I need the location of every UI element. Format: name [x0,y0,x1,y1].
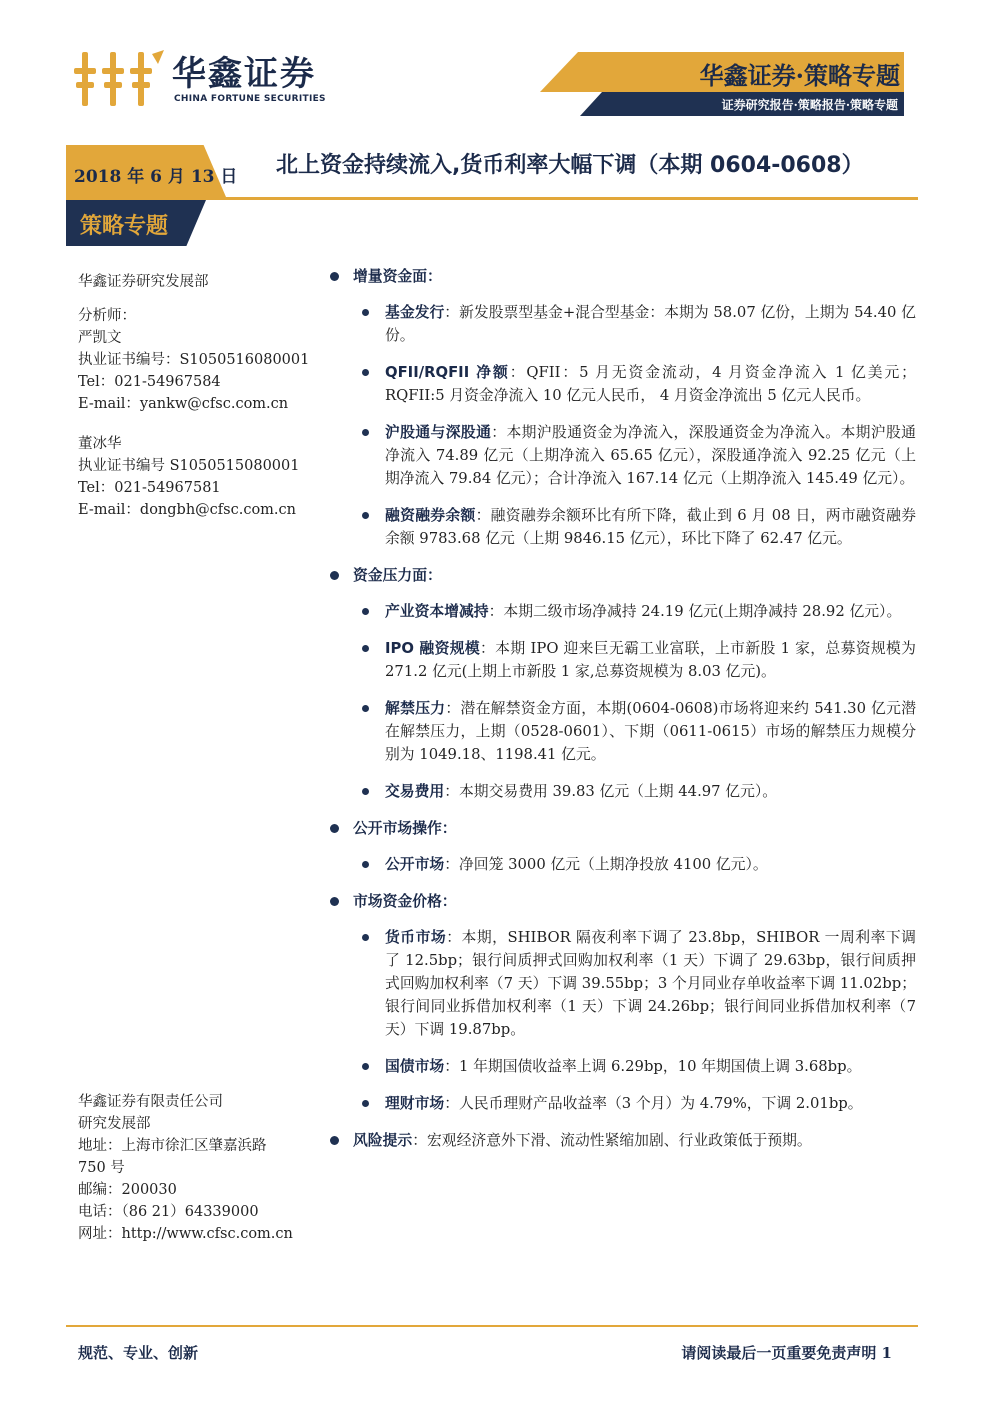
company-logo-mark [74,48,166,110]
bullet-icon [362,309,369,316]
list-item: 交易费用：本期交易费用 39.83 亿元（上期 44.97 亿元）。 [362,780,916,803]
bullet-icon [362,645,369,652]
bullet-icon [362,608,369,615]
list-item: 货币市场：本期，SHIBOR 隔夜利率下调了 23.8bp，SHIBOR 一周利率下调了 12.5bp；银行间质押式回购加权利率（1 天）下调了 29.63bp，银行间质押式回购加权利率（7 天）下调 39.55bp；3 个月同业存单收益率下调 11.02bp；银行间同业拆借加权利率（1 天）下调 24.26bp；银行间同业拆借加权利率（7 天）下调 19.87bp。 [362,926,916,1041]
list-item: 融资融券余额：融资融券余额环比有所下降，截止到 6 月 08 日，两市融资融券余额 9783.68 亿元（上期 9846.15 亿元），环比下降了 62.47 亿元。 [362,504,916,550]
risk-warning: 风险提示：宏观经济意外下滑、流动性紧缩加剧、行业政策低于预期。 [326,1129,916,1152]
list-item: 沪股通与深股通：本期沪股通资金为净流入，深股通资金为净流入。本期沪股通净流入 74.89 亿元（上期净流入 65.65 亿元），深股通净流入 92.25 亿元（上期净流入 79.84 亿元）；合计净流入 167.14 亿元（上期净流入 145.49 亿元）。 [362,421,916,490]
list-item: 基金发行：新发股票型基金+混合型基金：本期为 58.07 亿份，上期为 54.40 亿份。 [362,301,916,347]
bullet-icon [330,1136,339,1145]
logo-text-cn: 华鑫证券 [172,54,316,94]
bullet-icon [362,512,369,519]
header-banner-subtitle: 证券研究报告·策略报告·策略专题 [721,98,898,112]
bullet-icon [362,705,369,712]
title-divider [66,197,918,200]
company-dept: 研究发展部 [78,1116,151,1132]
list-item: 公开市场：净回笼 3000 亿元（上期净投放 4100 亿元）。 [362,853,916,876]
report-title: 北上资金持续流入,货币利率大幅下调（本期 0604-0608） [276,153,864,178]
report-topic: 策略专题 [80,213,169,239]
analyst-email[interactable]: E-mail：yankw@cfsc.com.cn [78,396,289,412]
logo-text-en: CHINA FORTUNE SECURITIES [174,94,326,104]
company-address: 地址：上海市徐汇区肇嘉浜路 [78,1138,267,1154]
footer-disclaimer-page: 请阅读最后一页重要免责声明 1 [681,1344,892,1362]
section-heading: 公开市场操作： [326,817,916,840]
bullet-icon [330,897,339,906]
bullet-icon [362,788,369,795]
report-date: 2018 年 6 月 13 日 [74,167,238,187]
main-content [326,265,916,1165]
company-website[interactable]: 网址：http://www.cfsc.com.cn [78,1226,293,1242]
bullet-icon [362,369,369,376]
list-item: 解禁压力：潜在解禁资金方面，本期(0604-0608)市场将迎来约 541.30 亿元潜在解禁压力，上期（0528-0601）、下期（0611-0615）市场的解禁压力规模分别为 1049.18、1198.41 亿元。 [362,697,916,766]
footer-divider [66,1325,918,1327]
section-heading: 市场资金价格： [326,890,916,913]
bullet-icon [362,861,369,868]
analyst-tel: Tel：021-54967584 [78,374,221,390]
company-zip: 邮编：200030 [78,1182,177,1198]
list-item: IPO 融资规模：本期 IPO 迎来巨无霸工业富联，上市新股 1 家，总募资规模为 271.2 亿元(上期上市新股 1 家,总募资规模为 8.03 亿元)。 [362,637,916,683]
analyst-name: 严凯文 [78,330,122,346]
bullet-icon [330,272,339,281]
list-item: QFII/RQFII 净额：QFII：5 月无资金流动，4 月资金净流入 1 亿美元；RQFII:5 月资金净流入 10 亿元人民币， 4 月资金净流出 5 亿元人民币。 [362,361,916,407]
list-item: 产业资本增减持：本期二级市场净减持 24.19 亿元(上期净减持 28.92 亿元）。 [362,600,916,623]
list-item: 国债市场：1 年期国债收益率上调 6.29bp，10 年期国债上调 3.68bp。 [362,1055,916,1078]
research-dept: 华鑫证券研究发展部 [78,274,209,290]
section-heading: 增量资金面： [326,265,916,288]
bullet-icon [362,1100,369,1107]
header-banner-title: 华鑫证券·策略专题 [699,61,900,90]
sidebar-company [78,1091,318,1245]
analyst-label: 分析师： [78,308,136,324]
analyst-cert: 执业证书编号 S1050515080001 [78,458,300,474]
company-phone: 电话：（86 21）64339000 [78,1204,259,1220]
analyst-name: 董冰华 [78,436,122,452]
bullet-icon [362,934,369,941]
bullet-icon [362,429,369,436]
bullet-icon [330,571,339,580]
bullet-icon [330,824,339,833]
footer-slogan: 规范、专业、创新 [78,1344,199,1362]
sidebar-analysts [78,271,318,521]
analyst-tel: Tel：021-54967581 [78,480,221,496]
company-address-2: 750 号 [78,1160,125,1176]
company-name: 华鑫证券有限责任公司 [78,1094,223,1110]
analyst-cert: 执业证书编号：S1050516080001 [78,352,310,368]
analyst-email[interactable]: E-mail：dongbh@cfsc.com.cn [78,502,297,518]
section-heading: 资金压力面： [326,564,916,587]
list-item: 理财市场：人民币理财产品收益率（3 个月）为 4.79%，下调 2.01bp。 [362,1092,916,1115]
bullet-icon [362,1063,369,1070]
